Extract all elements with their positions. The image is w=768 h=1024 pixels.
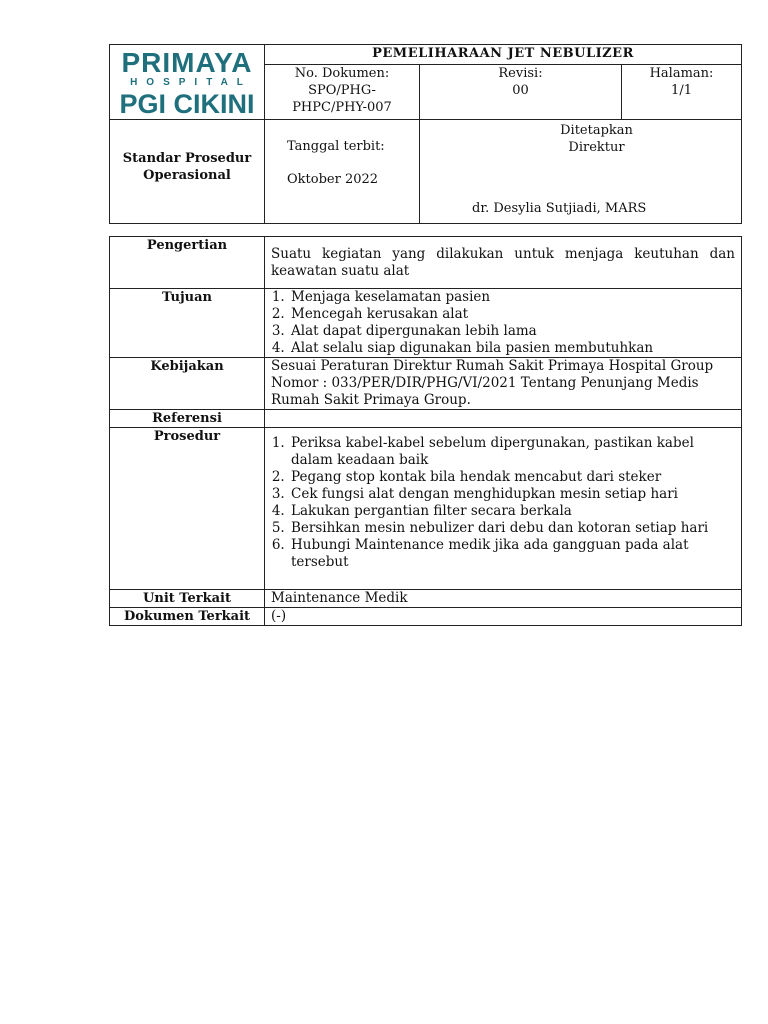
tanggal-terbit-cell [265, 120, 420, 224]
document-header-table [109, 44, 742, 224]
kebijakan-text: Sesuai Peraturan Direktur Rumah Sakit Primaya Hospital Group Nomor : 033/PER/DIR/PHG/VI/2021 Tentang Penunjang Medis Rumah Sakit Primaya Group. [265, 358, 742, 410]
pengertian-text [265, 237, 742, 289]
hospital-logo [110, 45, 265, 120]
direktur-label: Direktur [568, 140, 625, 155]
signatory-name: dr. Desylia Sutjiadi, MARS [472, 201, 647, 216]
logo-city: PGI CIKINI [119, 89, 255, 119]
pengertian-label: Pengertian [110, 237, 265, 289]
tujuan-list [265, 289, 741, 357]
doc-number-value-2: PHPC/PHY-007 [292, 100, 392, 116]
doc-number-value-1: SPO/PHG- [308, 83, 376, 99]
halaman-cell [622, 65, 742, 120]
prosedur-list [265, 435, 741, 571]
doc-number-cell [265, 65, 420, 120]
list-item: 2. Pegang stop kontak bila hendak mencabut dari steker [289, 469, 737, 486]
logo-subtitle: HOSPITAL [130, 77, 252, 88]
pengertian-text-content: Suatu kegiatan yang dilakukan untuk menjaga keutuhan dan keawatan suatu alat [271, 246, 735, 279]
list-item: 3. Cek fungsi alat dengan menghidupkan mesin setiap hari [289, 486, 737, 503]
unit-terkait-label: Unit Terkait [110, 590, 265, 608]
standar-line-1: Standar Prosedur [122, 150, 252, 166]
revisi-cell [420, 65, 622, 120]
prosedur-label: Prosedur [110, 428, 265, 590]
list-item: 2. Mencegah kerusakan alat [289, 306, 737, 323]
halaman-label: Halaman: [649, 66, 714, 82]
list-item: 1. Periksa kabel-kabel sebelum dipergunakan, pastikan kabel dalam keadaan baik [289, 435, 737, 469]
list-item: 3. Alat dapat dipergunakan lebih lama [289, 323, 737, 340]
tanggal-value: Oktober 2022 [287, 172, 379, 187]
list-item: 6. Hubungi Maintenance medik jika ada gangguan pada alat tersebut [289, 537, 737, 571]
list-item: 5. Bersihkan mesin nebulizer dari debu dan kotoran setiap hari [289, 520, 737, 537]
list-item: 4. Alat selalu siap digunakan bila pasien membutuhkan [289, 340, 737, 357]
standar-prosedur-cell [110, 120, 265, 224]
document-title: PEMELIHARAAN JET NEBULIZER [265, 45, 742, 65]
logo-brand: PRIMAYA [121, 47, 253, 78]
referensi-text [265, 410, 742, 428]
ditetapkan-cell [420, 120, 742, 224]
unit-terkait-text: Maintenance Medik [265, 590, 742, 608]
revisi-label: Revisi: [498, 66, 543, 82]
list-item: 1. Menjaga keselamatan pasien [289, 289, 737, 306]
doc-number-label: No. Dokumen: [294, 66, 390, 82]
tujuan-list-cell [265, 289, 742, 358]
kebijakan-label: Kebijakan [110, 358, 265, 410]
list-item: 4. Lakukan pergantian filter secara berkala [289, 503, 737, 520]
halaman-value: 1/1 [671, 83, 692, 99]
tanggal-label: Tanggal terbit: [287, 139, 385, 154]
prosedur-list-cell [265, 428, 742, 590]
revisi-value: 00 [512, 83, 529, 99]
dokumen-terkait-text: (-) [265, 608, 742, 626]
ditetapkan-label: Ditetapkan [560, 123, 633, 138]
standar-line-2: Operasional [143, 167, 231, 183]
tujuan-label: Tujuan [110, 289, 265, 358]
dokumen-terkait-label: Dokumen Terkait [110, 608, 265, 626]
procedure-content-table [109, 236, 742, 626]
referensi-label: Referensi [110, 410, 265, 428]
